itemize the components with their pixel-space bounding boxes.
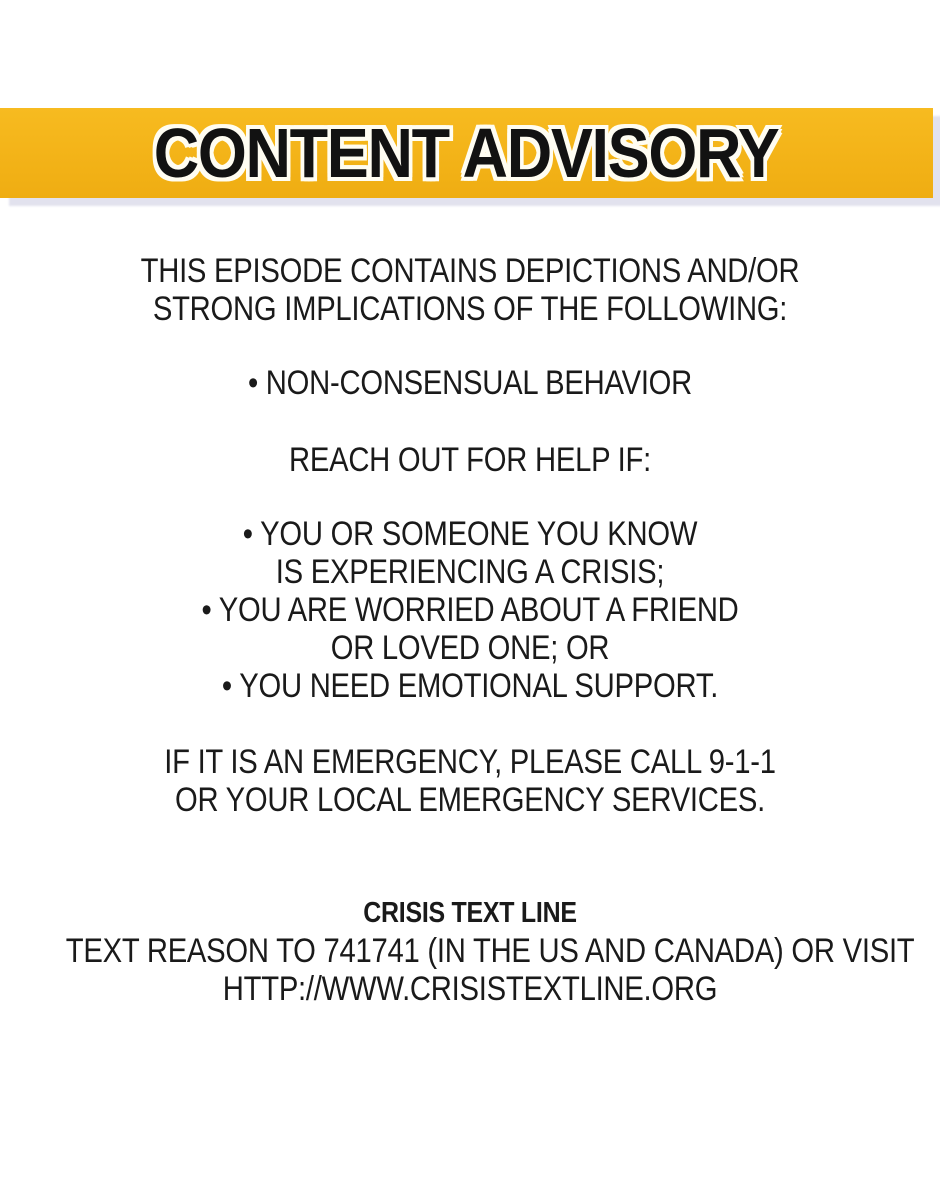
emergency-line: IF IT IS AN EMERGENCY, PLEASE CALL 9-1-1 [164,743,776,781]
advisory-banner [0,108,933,198]
banner-title: CONTENT ADVISORY [154,114,779,192]
help-item: • YOU NEED EMOTIONAL SUPPORT. [221,667,719,705]
emergency-paragraph [66,743,874,819]
crisis-info-line: TEXT REASON TO 741741 (IN THE US AND CANADA) OR VISIT [65,932,915,970]
depiction-bullet-item: • NON-CONSENSUAL BEHAVIOR [247,364,693,402]
help-heading-block [66,441,874,479]
help-list [66,515,874,705]
crisis-info-url: HTTP://WWW.CRISISTEXTLINE.ORG [222,970,718,1008]
help-item-continuation: OR LOVED ONE; OR [330,629,610,667]
help-heading: REACH OUT FOR HELP IF: [288,441,652,479]
intro-paragraph [66,252,874,328]
help-item: • YOU ARE WORRIED ABOUT A FRIEND [201,591,739,629]
advisory-body [0,198,940,1008]
help-item: • YOU OR SOMEONE YOU KNOW [242,515,698,553]
crisis-text-line-section [65,894,915,1008]
intro-line: STRONG IMPLICATIONS OF THE FOLLOWING: [152,290,788,328]
emergency-line: OR YOUR LOCAL EMERGENCY SERVICES. [174,781,765,819]
help-item-continuation: IS EXPERIENCING A CRISIS; [275,553,665,591]
depiction-list [66,364,874,402]
intro-line: THIS EPISODE CONTAINS DEPICTIONS AND/OR [140,252,800,290]
crisis-text-line-title: CRISIS TEXT LINE [363,897,577,929]
